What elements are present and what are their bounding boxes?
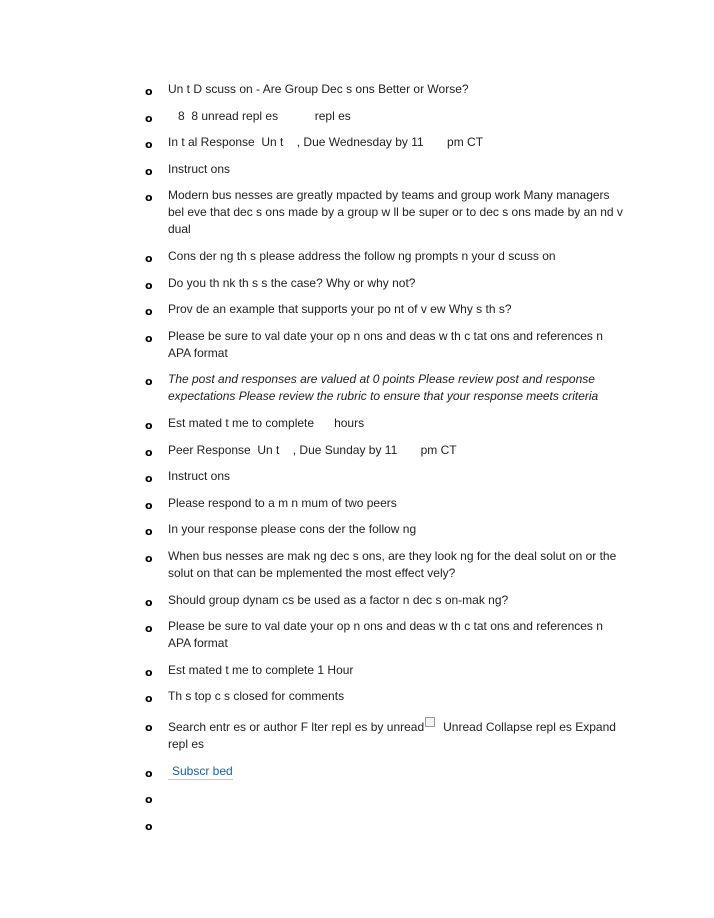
list-item [145, 468, 625, 485]
bullet-icon: o [145, 793, 153, 807]
bullet-icon: o [145, 472, 153, 486]
points-note: The post and responses are valued at 0 points Please review post and response expectations Please review the rubric to ensure that your response meets criteria [168, 372, 599, 404]
prompt-example: Prov de an example that supports your po nt of v ew Why s th s? [168, 302, 512, 317]
bullet-icon: o [145, 595, 153, 609]
discussion-title: Un t D scuss on - Are Group Dec s ons Better or Worse? [168, 82, 469, 96]
list-item [145, 134, 625, 151]
peer-question-1: When bus nesses are mak ng dec s ons, are they look ng for the deal solut on or the solut on that can be mplemented the most effect vely? [168, 548, 617, 580]
instructions-heading: Instruct ons [168, 161, 231, 176]
initial-response-heading: In t al Response Un t , Due Wednesday by 11 pm CT [168, 135, 484, 150]
unread-collapse-expand-text[interactable]: Unread Collapse repl es Expand repl es [168, 720, 616, 752]
list-item [145, 301, 625, 318]
bullet-icon: o [145, 692, 153, 706]
list-item [145, 592, 625, 609]
list-item [145, 763, 625, 780]
peer-requirement: Please respond to a m n mum of two peers [168, 495, 397, 510]
citation-note: Please be sure to val date your op n ons and deas w th c tat ons and references n APA format [168, 328, 603, 360]
list-item [145, 789, 625, 806]
unread-filter-checkbox-icon[interactable] [425, 717, 435, 727]
bullet-icon: o [145, 251, 153, 265]
list-item [145, 442, 625, 459]
prompt-question: Do you th nk th s s the case? Why or why not? [168, 275, 416, 290]
bullet-icon: o [145, 418, 153, 432]
bullet-icon: o [145, 820, 153, 834]
bullet-icon: o [145, 331, 153, 345]
list-item [145, 618, 625, 652]
estimated-time: Est mated t me to complete 1 Hour [168, 662, 354, 677]
peer-response-heading: Peer Response Un t , Due Sunday by 11 pm CT [168, 442, 457, 457]
closed-notice: Th s top c s closed for comments [168, 689, 345, 704]
bullet-icon: o [145, 721, 153, 735]
bullet-icon: o [145, 85, 153, 98]
list-item [145, 108, 625, 125]
content-list [145, 81, 625, 843]
subscribed-link[interactable]: Subscr bed [168, 764, 233, 780]
list-item [145, 688, 625, 705]
reply-count: 8 8 unread repl es repl es [168, 108, 351, 123]
estimated-time: Est mated t me to complete hours [168, 415, 365, 430]
list-item [145, 548, 625, 582]
bullet-icon: o [145, 498, 153, 512]
peer-question-2: Should group dynam cs be used as a factor n dec s on-mak ng? [168, 592, 509, 607]
list-item [145, 187, 625, 238]
peer-consider: In your response please cons der the follow ng [168, 522, 417, 537]
list-item [145, 275, 625, 292]
bullet-icon: o [145, 665, 153, 679]
list-item [145, 717, 625, 753]
bullet-icon: o [145, 375, 153, 389]
bullet-icon: o [145, 164, 153, 178]
bullet-icon: o [145, 622, 153, 636]
instructions-heading: Instruct ons [168, 469, 231, 484]
prompt-intro: Cons der ng th s please address the follow ng prompts n your d scuss on [168, 248, 556, 263]
list-item [145, 521, 625, 538]
list-item [145, 662, 625, 679]
list-item [145, 371, 625, 405]
bullet-icon: o [145, 278, 153, 292]
list-item [145, 328, 625, 362]
bullet-icon: o [145, 111, 153, 125]
bullet-icon: o [145, 766, 153, 780]
search-filter-text[interactable]: Search entr es or author F lter repl es by unread [168, 720, 425, 735]
list-item [145, 415, 625, 432]
bullet-icon: o [145, 445, 153, 459]
list-item [145, 81, 625, 98]
bullet-icon: o [145, 551, 153, 565]
bullet-icon: o [145, 305, 153, 319]
bullet-icon: o [145, 191, 153, 205]
list-item [145, 161, 625, 178]
list-item [145, 495, 625, 512]
bullet-icon: o [145, 525, 153, 539]
list-item [145, 248, 625, 265]
list-item [145, 816, 625, 833]
intro-paragraph: Modern bus nesses are greatly mpacted by teams and group work Many managers bel eve that dec s ons made by a group w ll be super or to dec s ons made by an nd v dual [168, 188, 623, 237]
discussion-toolbar [168, 717, 625, 753]
citation-note: Please be sure to val date your op n ons and deas w th c tat ons and references n APA format [168, 619, 603, 651]
bullet-icon: o [145, 138, 153, 152]
